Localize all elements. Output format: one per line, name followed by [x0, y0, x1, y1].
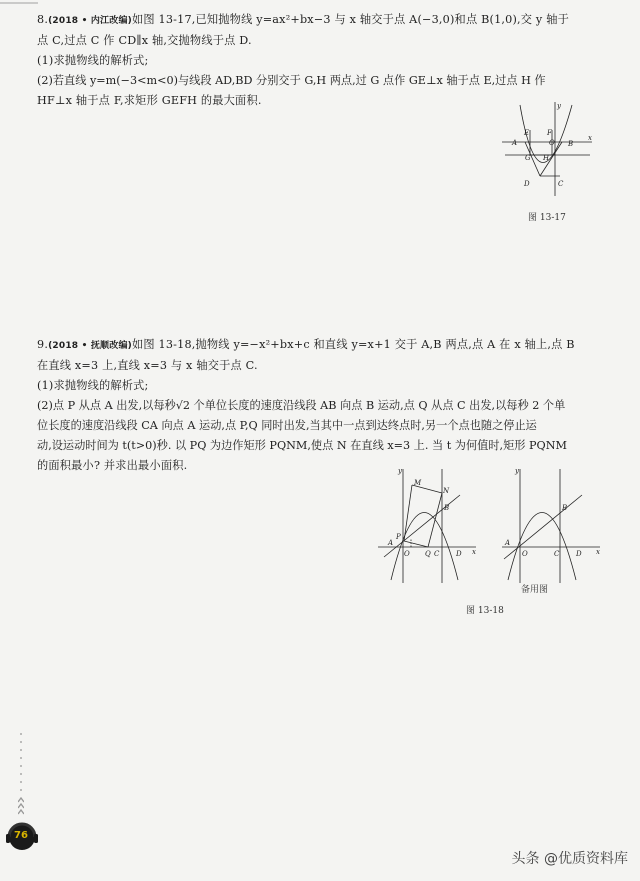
fig9-label-M: M — [414, 479, 422, 487]
fig9-label-P: P — [396, 533, 401, 541]
figure-13-18-main — [376, 465, 480, 585]
fig9-label-Q: Q — [425, 550, 431, 558]
fig9-label-x: x — [472, 548, 476, 556]
problem-8-part2a: (2)若直线 y=m(−3<m<0)与线段 AD,BD 分别交于 G,H 两点,过 G 点作 GE⊥x 轴于点 E,过点 H 作 — [37, 74, 546, 87]
watermark: 头条 @优质资料库 — [511, 851, 628, 867]
fig8-label-A: A — [512, 139, 518, 147]
fig8-label-B: B — [568, 140, 574, 148]
figure-13-18-spare — [500, 465, 604, 585]
figure-13-17-caption: 图 13-17 — [528, 213, 566, 223]
fig8-label-F: F — [547, 129, 552, 137]
problem-8-part1: (1)求抛物线的解析式; — [37, 54, 149, 67]
fig9s-label-y: y — [515, 467, 519, 475]
problem-9-line2: 在直线 x=3 上,直线 x=3 与 x 轴交于点 C. — [37, 359, 258, 372]
fig8-label-x: x — [588, 134, 592, 142]
fig9s-label-B: B — [562, 504, 568, 512]
fig9-label-y: y — [398, 467, 402, 475]
fig8-label-O: O — [549, 139, 555, 147]
fig9-label-B: B — [444, 504, 450, 512]
problem-8-number: 8. — [37, 13, 49, 26]
fig8-label-D: D — [524, 180, 530, 188]
problem-8-line1: 如图 13-17,已知抛物线 y=ax²+bx−3 与 x 轴交于点 A(−3,0)和点 B(1,0),交 y 轴于 — [131, 13, 569, 26]
fig9s-label-O: O — [522, 550, 528, 558]
fig8-label-E: E — [524, 129, 530, 137]
problem-9-number: 9. — [37, 338, 49, 351]
margin-dots — [18, 730, 24, 820]
problem-9-part1: (1)求抛物线的解析式; — [37, 379, 149, 392]
fig9s-label-A: A — [505, 539, 511, 547]
fig9s-label-C: C — [554, 550, 560, 558]
fig9-label-A: A — [388, 539, 394, 547]
fig9s-label-D: D — [576, 550, 582, 558]
problem-8 — [37, 10, 597, 111]
page-number: 76 — [14, 830, 28, 841]
fig8-label-C: C — [558, 180, 564, 188]
problem-9 — [37, 335, 597, 476]
problem-9-line1: 如图 13-18,抛物线 y=−x²+bx+c 和直线 y=x+1 交于 A,B 两点,点 A 在 x 轴上,点 B — [131, 338, 575, 351]
problem-9-part2a: (2)点 P 从点 A 出发,以每秒√2 个单位长度的速度沿线段 AB 向点 B 运动,点 Q 从点 C 出发,以每秒 2 个单 — [37, 399, 566, 412]
fig9-label-O: O — [404, 550, 410, 558]
fig8-label-G: G — [525, 154, 531, 162]
fig9s-label-x: x — [596, 548, 600, 556]
problem-9-part2d: 的面积最小? 并求出最小面积. — [37, 459, 188, 472]
problem-9-part2b: 位长度的速度沿线段 CA 向点 A 运动,点 P,Q 同时出发,当其中一点到达终点时,另一个点也随之停止运 — [37, 419, 537, 432]
fig8-label-H: H — [543, 154, 550, 162]
problem-8-source: (2018 • 内江改编) — [48, 16, 132, 26]
fig9-label-C: C — [434, 550, 440, 558]
fig8-label-y: y — [557, 102, 561, 110]
problem-8-part2b: HF⊥x 轴于点 F,求矩形 GEFH 的最大面积. — [37, 94, 262, 107]
spare-figure-caption: 备用图 — [521, 585, 549, 595]
figure-13-17 — [500, 100, 600, 200]
fig9-label-D: D — [456, 550, 462, 558]
problem-9-part2c: 动,设运动时间为 t(t>0)秒. 以 PQ 为边作矩形 PQNM,使点 N 在直线 x=3 上. 当 t 为何值时,矩形 PQNM — [37, 439, 567, 452]
top-edge-mark — [0, 0, 40, 6]
figure-13-18-caption: 图 13-18 — [466, 606, 504, 616]
problem-8-line2: 点 C,过点 C 作 CD∥x 轴,交抛物线于点 D. — [37, 34, 252, 47]
fig9-label-N: N — [443, 487, 450, 495]
problem-9-source: (2018 • 抚顺改编) — [48, 341, 132, 351]
